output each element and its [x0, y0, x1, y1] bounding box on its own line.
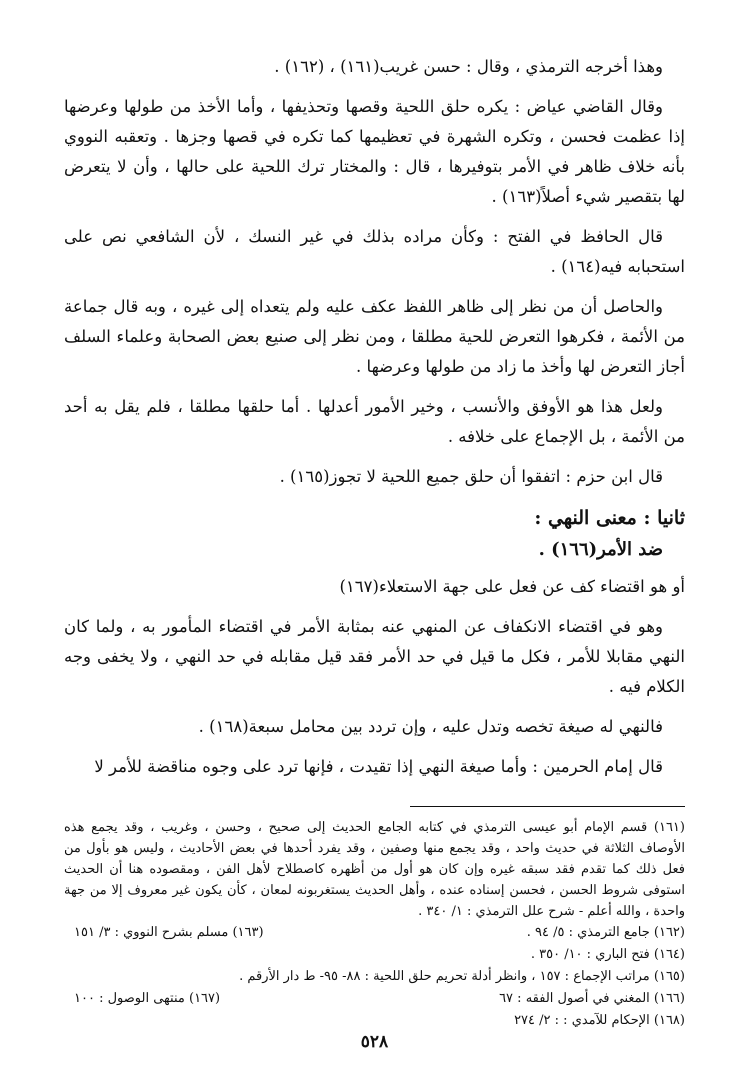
footnote-166: (١٦٦) المغني في أصول الفقه : ٦٧ — [499, 991, 685, 1006]
footnote-row-165 — [64, 966, 685, 988]
footnote-row-164 — [64, 944, 685, 966]
paragraph-6: قال ابن حزم : اتفقوا أن حلق جميع اللحية لا تجوز(١٦٥) . — [279, 467, 663, 486]
paragraph-1: وهذا أخرجه الترمذي ، وقال : حسن غريب(١٦١) ، (١٦٢) . — [274, 57, 663, 76]
footnote-161: (١٦١) قسم الإمام أبو عيسى الترمذي في كتابه الجامع الحديث إلى صحيح ، وحسن ، وغريب ، وقد يجمع هذه الأوصاف الثلاثة في حديث واحد ، وقد يجمع منها وصفين ، وقد يفرد أحدها في بعض الأحاديث ، وليس هو بأول من فعل ذلك كما تقدم فقد سبقه غيره وإن كان هو أول من أظهره كاصطلاح لأهل الفن ، ومقصوده هنا أن الحديث استوفى شروط الحسن ، فحسن إسناده عنده ، وأهل الحديث يستغربونه لمعان ، كأن يكون غير معروف إلا من جهة واحدة ، والله أعلم - شرح علل الترمذي : ١/ ٣٤٠ . — [64, 820, 685, 919]
footnote-164: (١٦٤) فتح الباري : ١٠/ ٣٥٠ . — [530, 947, 685, 962]
footnote-divider — [410, 806, 685, 807]
paragraph-2: وقال القاضي عياض : يكره حلق اللحية وقصها وتحذيفها ، وأما الأخذ من طولها وعرضها إذا عظمت فحسن ، وتكره الشهرة في تعظيمها كما تكره في قصها وجزها . وتعقبه النووي بأنه خلاف ظاهر في الأمر بتوفيرها ، قال : والمختار ترك اللحية على حالها ، وأن لا يتعرض لها بتقصير شيء أصلاً(١٦٣) . — [64, 97, 685, 206]
footnote-row-166-167 — [64, 988, 685, 1010]
page-number: ٥٢٨ — [360, 1032, 389, 1052]
footnote-163: (١٦٣) مسلم بشرح النووي : ٣/ ١٥١ — [74, 925, 264, 940]
paragraph-3: قال الحافظ في الفتح : وكأن مراده بذلك في غير النسك ، لأن الشافعي نص على استحبابه فيه(١٦٤) . — [64, 227, 685, 276]
footnote-168: (١٦٨) الإحكام للآمدي : : ٢/ ٢٧٤ — [514, 1013, 685, 1028]
footnote-167: (١٦٧) منتهى الوصول : ١٠٠ — [74, 991, 221, 1006]
footnote-row-162-163 — [64, 922, 685, 944]
footnote-165: (١٦٥) مراتب الإجماع : ١٥٧ ، وانظر أدلة تحريم حلق اللحية : ٨٨- ٩٥- ط دار الأرقم . — [239, 969, 685, 984]
section-subheading: ضد الأمر(١٦٦) . — [538, 539, 663, 560]
paragraph-9: فالنهي له صيغة تخصه وتدل عليه ، وإن تردد بين محامل سبعة(١٦٨) . — [198, 717, 663, 736]
paragraph-7: أو هو اقتضاء كف عن فعل على جهة الاستعلاء(١٦٧) — [339, 577, 685, 596]
paragraph-5: ولعل هذا هو الأوفق والأنسب ، وخير الأمور أعدلها . أما حلقها مطلقا ، فلم يقل به أحد من الأئمة ، بل الإجماع على خلافه . — [64, 397, 685, 446]
paragraph-4: والحاصل أن من نظر إلى ظاهر اللفظ عكف عليه ولم يتعداه إلى غيره ، وبه قال جماعة من الأئمة ، فكرهوا التعرض للحية مطلقا ، ومن نظر إلى صنيع بعض الصحابة وعلماء السلف أجاز التعرض لها وأخذ ما زاد من طولها وعرضها . — [64, 297, 685, 376]
footnote-162: (١٦٢) جامع الترمذي : ٥/ ٩٤ . — [526, 925, 685, 940]
footnote-row-168 — [64, 1010, 685, 1032]
page-body — [64, 52, 685, 1032]
section-heading: ثانيا : معنى النهي : — [534, 507, 685, 529]
paragraph-8: وهو في اقتضاء الانكفاف عن المنهي عنه بمثابة الأمر في اقتضاء المأمور به ، ولما كان النهي مقابلا للأمر ، فكل ما قيل في حد الأمر فقد قيل مقابله في حد النهي ، ولا يخفى وجه الكلام فيه . — [64, 617, 685, 696]
paragraph-10: قال إمام الحرمين : وأما صيغة النهي إذا تقيدت ، فإنها ترد على وجوه مناقضة للأمر لا — [94, 757, 663, 776]
